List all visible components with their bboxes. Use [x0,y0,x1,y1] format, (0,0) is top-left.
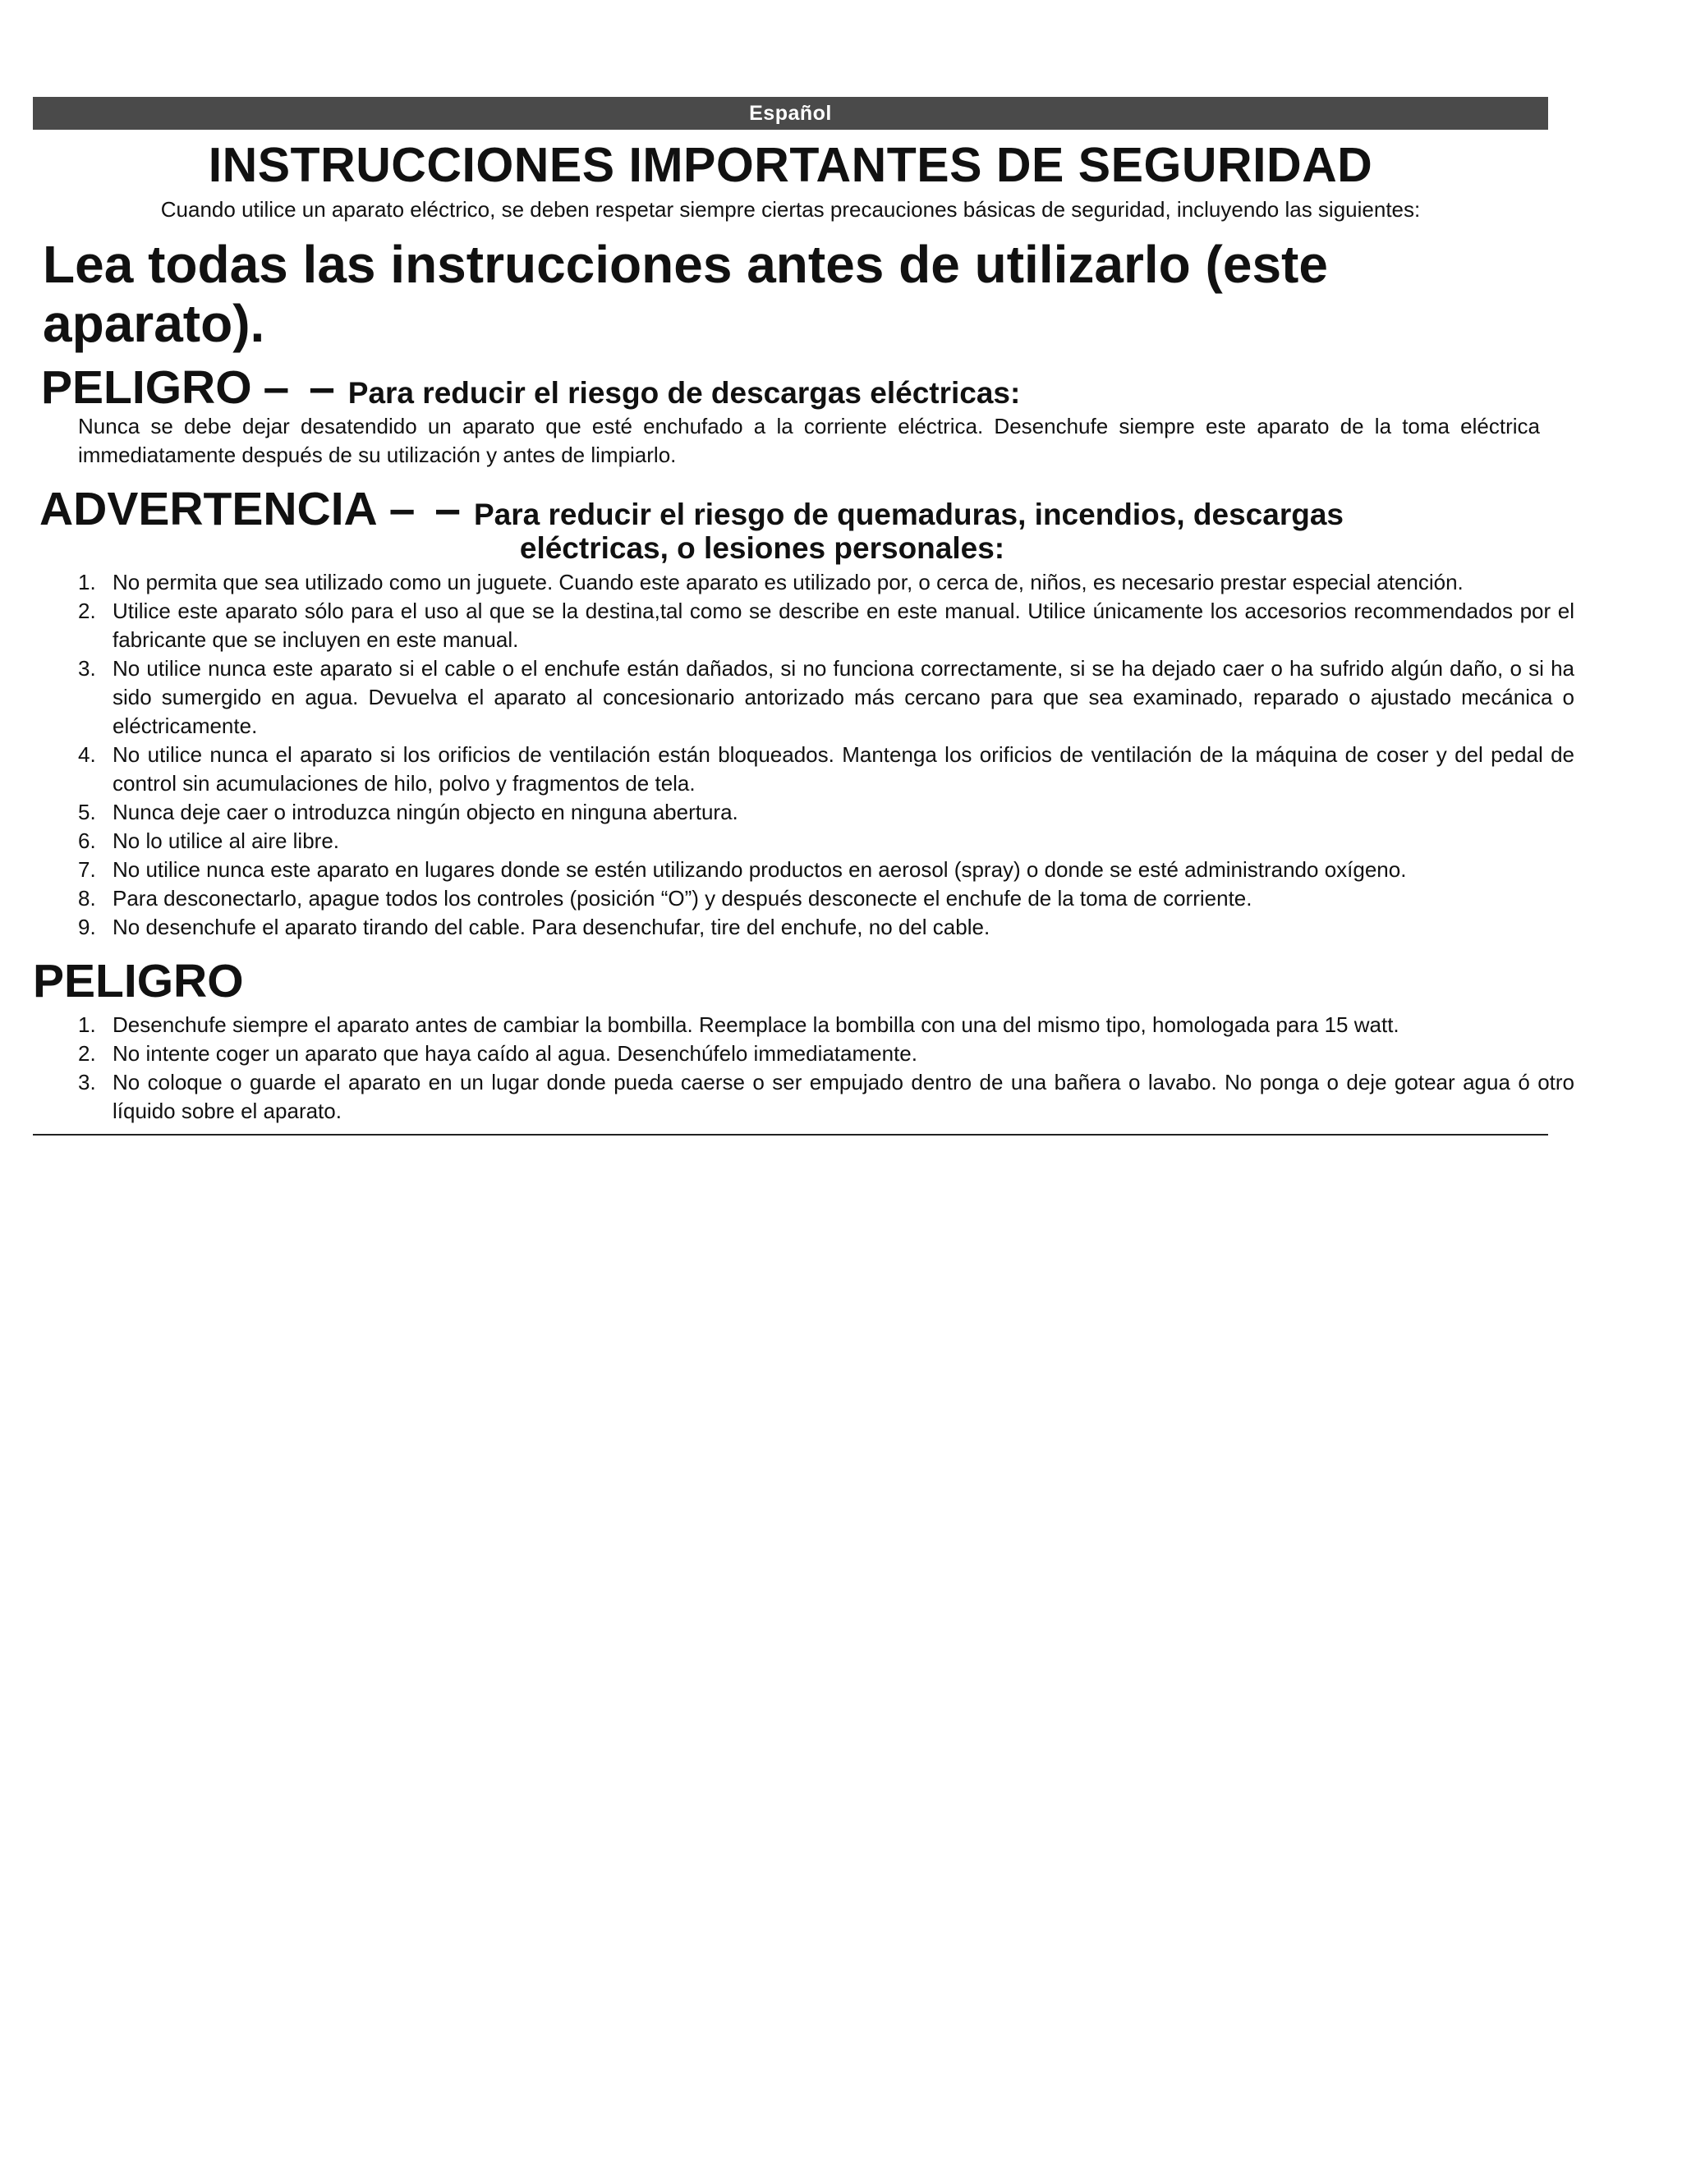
list-item [33,1011,1574,1039]
list-item-text: No desenchufe el aparato tirando del cable. Para desenchufar, tire del enchufe, no del cable. [113,915,990,939]
list-item-number: 9. [78,915,96,939]
list-item [33,741,1574,798]
list-item-number: 1. [78,1012,96,1037]
danger-heading [41,363,1548,412]
danger-word: PELIGRO [41,361,252,414]
language-banner [33,97,1548,130]
warning-subtitle-line2: eléctricas, o lesiones personales: [519,531,1005,565]
list-item-text: No intente coger un aparato que haya caído al agua. Desenchúfelo immediatamente. [113,1041,917,1066]
danger2-heading: PELIGRO [33,955,244,1007]
list-item-number: 5. [78,800,96,824]
read-all-heading: Lea todas las instrucciones antes de utilizarlo (este aparato). [43,235,1328,353]
list-item [33,1039,1574,1068]
warning-subtitle-line1: Para reducir el riesgo de quemaduras, incendios, descargas [473,498,1344,531]
list-item-number: 1. [78,570,96,594]
list-item-text: No lo utilice al aire libre. [113,828,340,853]
document-page [33,97,1574,1136]
list-item [33,568,1574,597]
list-item [33,913,1574,942]
list-item [33,798,1574,827]
language-label: Español [749,102,832,125]
list-item-text: Utilice este aparato sólo para el uso al que se la destina,tal como se describe en este manual. Utilice únicamente los accesorios recommendados por el fabricante que se incluyen en este manual. [113,599,1574,652]
warning-word: ADVERTENCIA [39,483,378,535]
list-item [33,654,1574,741]
list-item-number: 4. [78,742,96,767]
list-item [33,884,1574,913]
list-item-number: 6. [78,828,96,853]
list-item [33,597,1574,654]
warning-list [33,568,1574,942]
list-item-text: No utilice nunca el aparato si los orificios de ventilación están bloqueados. Mantenga los orificios de ventilación de la máquina de coser y del pedal de control sin acumulaciones de hilo, polvo y fragmentos de tela. [113,742,1574,796]
warning-dash: – – [388,483,464,535]
list-item [33,827,1574,856]
list-item-text: No coloque o guarde el aparato en un lugar donde pueda caerse o ser empujado dentro de una bañera o lavabo. No ponga o deje gotear agua ó otro líquido sobre el aparato. [113,1070,1574,1123]
list-item [33,856,1574,884]
page-title: INSTRUCCIONES IMPORTANTES DE SEGURIDAD [208,138,1373,192]
list-item-text: No utilice nunca este aparato en lugares donde se estén utilizando productos en aerosol (spray) o donde se esté administrando oxígeno. [113,857,1407,882]
list-item-text: Nunca deje caer o introduzca ningún objecto en ninguna abertura. [113,800,738,824]
list-item-number: 3. [78,1070,96,1094]
list-item-text: No permita que sea utilizado como un juguete. Cuando este aparato es utilizado por, o cerca de, niños, es necesario prestar especial atención. [113,570,1464,594]
list-item-text: Desenchufe siempre el aparato antes de cambiar la bombilla. Reemplace la bombilla con una del mismo tipo, homologada para 15 watt. [113,1012,1399,1037]
intro-text: Cuando utilice un aparato eléctrico, se deben respetar siempre ciertas precauciones básicas de seguridad, incluyendo las siguientes: [160,197,1421,222]
danger-dash: – – [263,361,338,414]
bottom-divider [33,1134,1548,1136]
list-item-number: 2. [78,1041,96,1066]
list-item-text: Para desconectarlo, apague todos los controles (posición “O”) y después desconecte el enchufe de la toma de corriente. [113,886,1252,911]
list-item-text: No utilice nunca este aparato si el cable o el enchufe están dañados, si no funciona correctamente, si se ha dejado caer o ha sufrido algún daño, o si ha sido sumergido en agua. Devuelva el aparato al concesionario antorizado más cercano para que sea examinado, reparado o ajustado mecánica o eléctricamente. [113,656,1574,738]
list-item-number: 3. [78,656,96,681]
list-item-number: 8. [78,886,96,911]
list-item [33,1068,1574,1126]
danger-paragraph: Nunca se debe dejar desatendido un aparato que esté enchufado a la corriente eléctrica. Desenchufe siempre este aparato de la toma eléctrica immediatamente después de su utilización y antes de limpiarlo. [78,414,1540,467]
danger-subtitle: Para reducir el riesgo de descargas eléctricas: [347,376,1021,410]
warning-heading [39,484,1548,563]
list-item-number: 7. [78,857,96,882]
danger2-list [33,1011,1574,1126]
list-item-number: 2. [78,599,96,623]
